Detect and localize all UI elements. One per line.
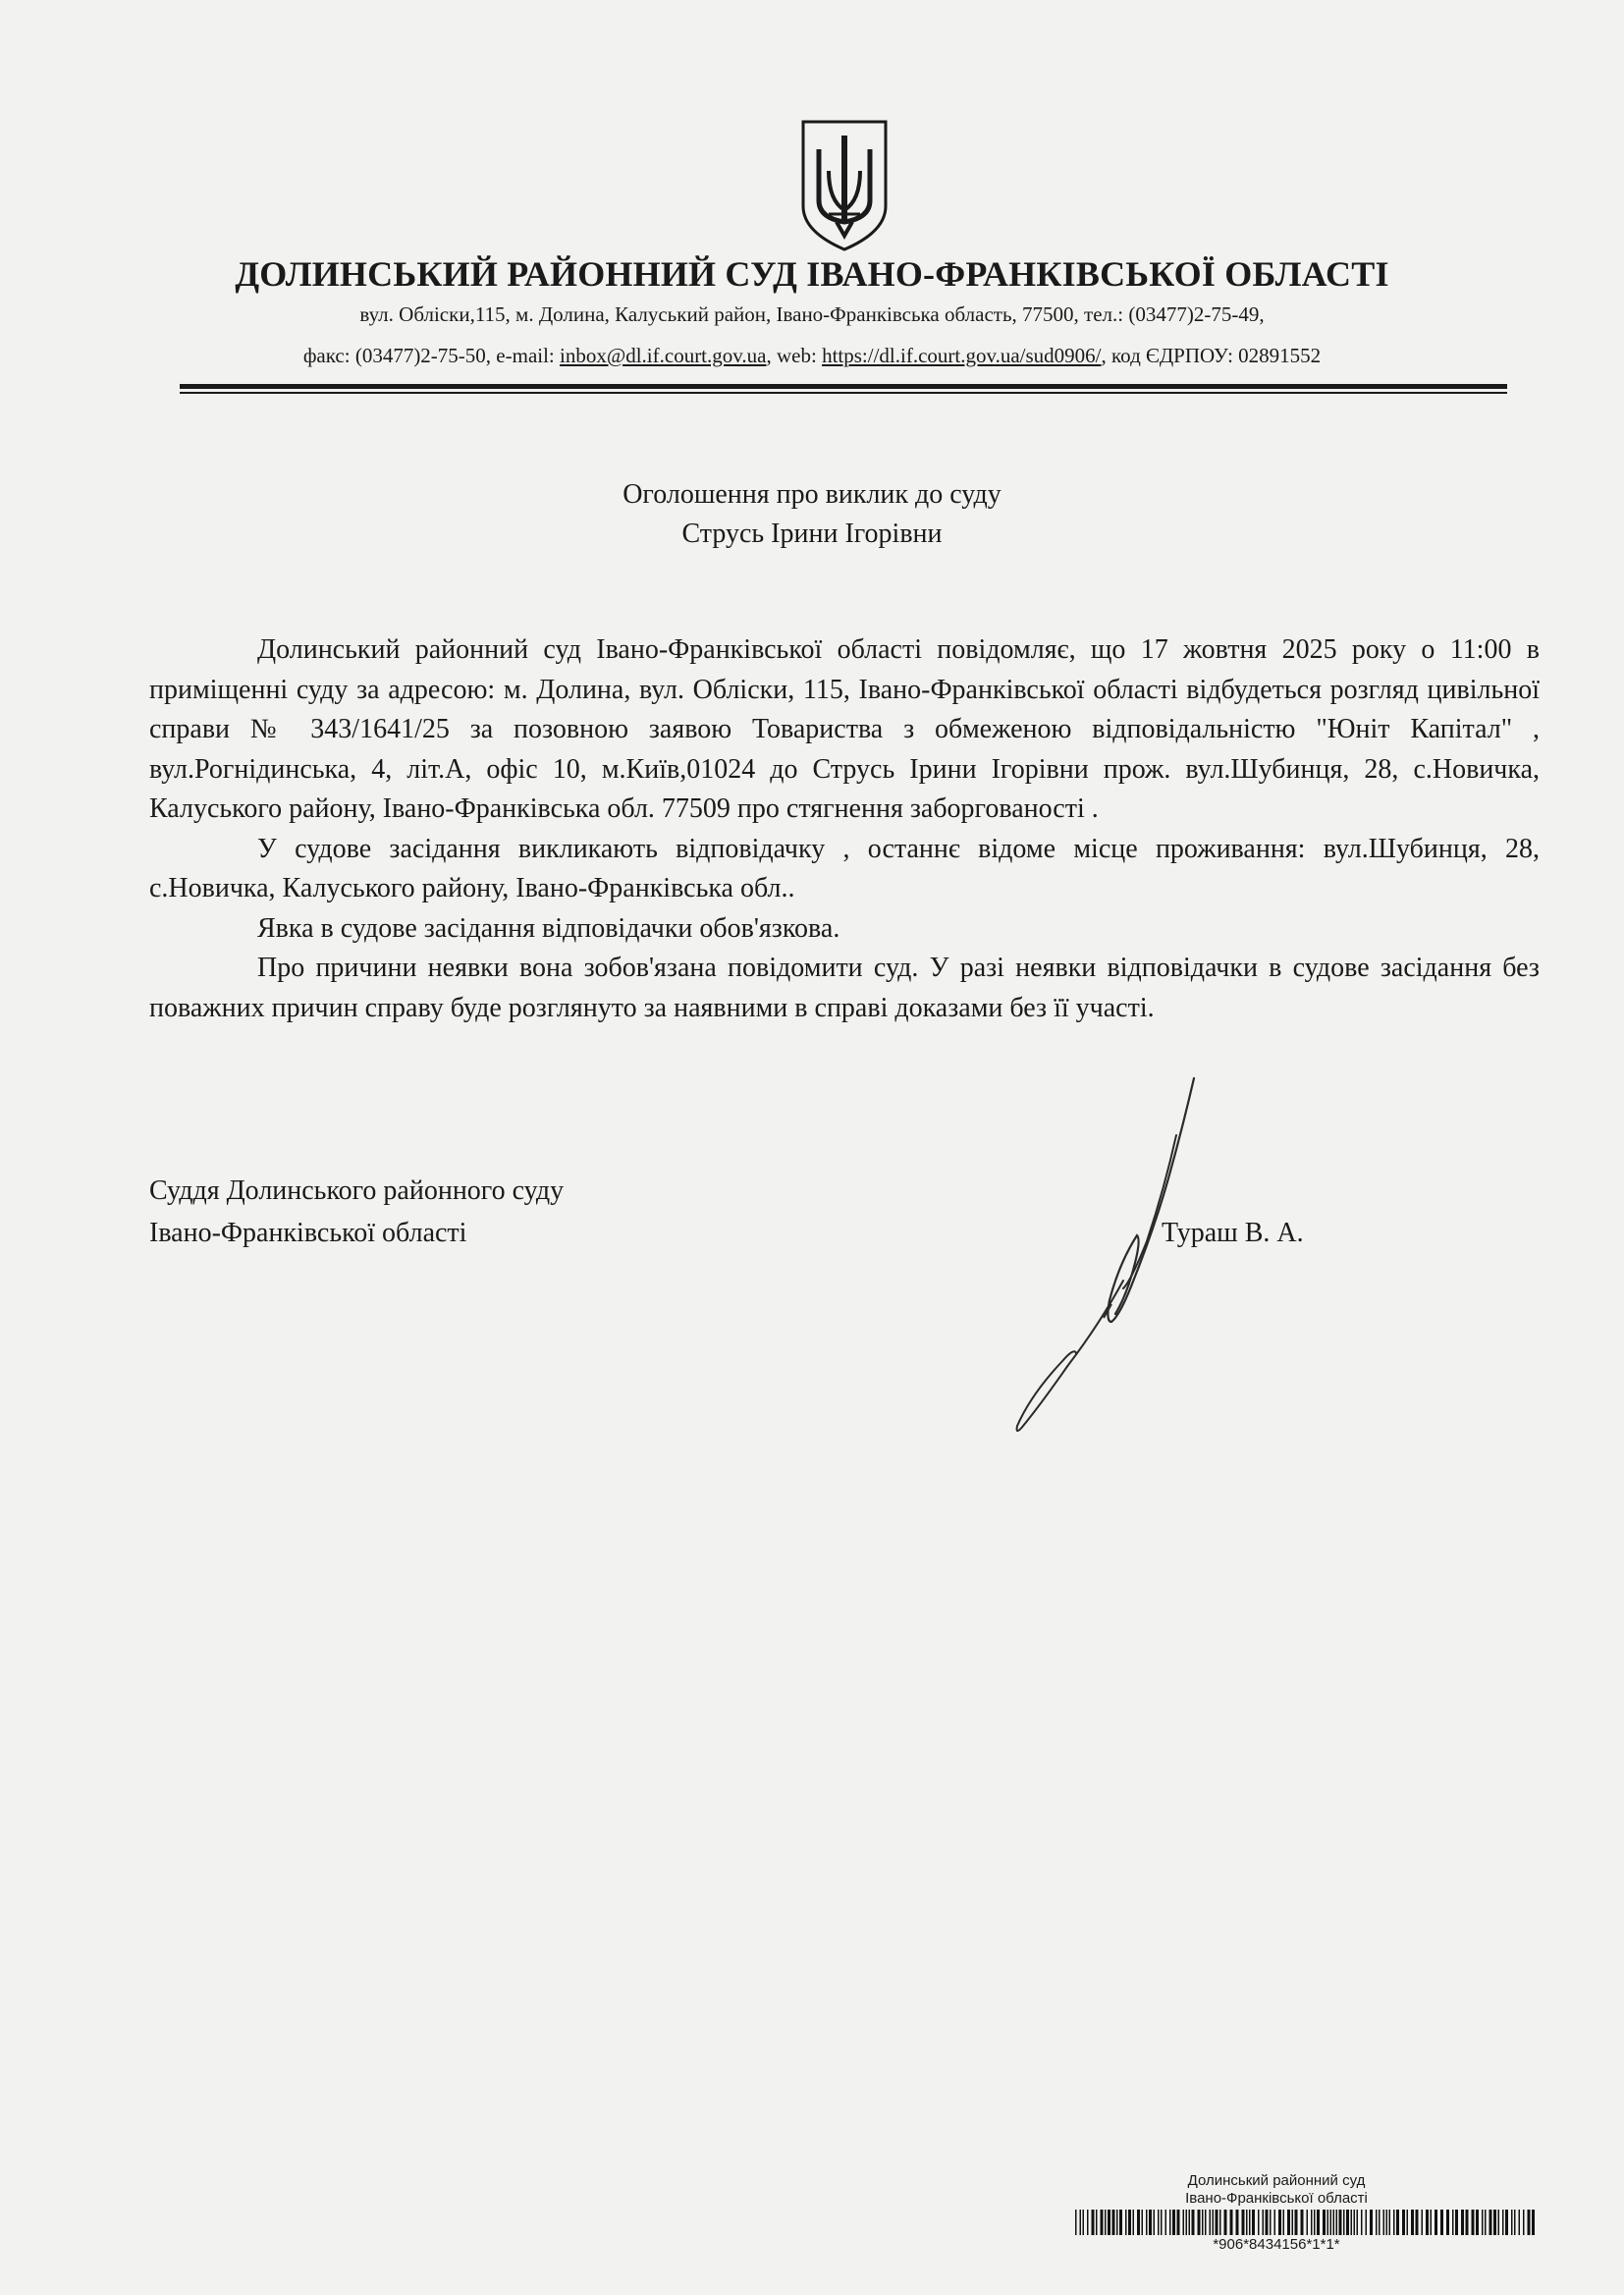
court-contacts (0, 344, 1624, 368)
body-paragraph-hearing: Долинський районний суд Івано-Франківської області повідомляє, що 17 жовтня 2025 року о 11:00 в приміщенні суду за адресою: м. Долина, вул. Обліски, 115, Івано-Франківської області відбудеться розгляд цивільної справи № 343/1641/25 за позовною заявою Товариства з обмеженою відповідальністю "Юніт Капітал" , вул.Рогнідинська, 4, літ.А, офіс 10, м.Київ,01024 до Струсь Ірини Ігорівни прож. вул.Шубинця, 28, с.Новичка, Калуського району, Івано-Франківська обл. 77509 про стягнення заборгованості . (149, 634, 1540, 824)
court-name: ДОЛИНСЬКИЙ РАЙОННИЙ СУД ІВАНО-ФРАНКІВСЬКОЇ ОБЛАСТІ (235, 254, 1389, 294)
body-paragraph-absence: Про причини неявки вона зобов'язана повідомити суд. У разі неявки відповідачки в судове засідання без поважних причин справу буде розглянуто за наявними в справі доказами без її участі. (149, 953, 1540, 1023)
judge-title-line1: Суддя Долинського районного суду (149, 1175, 565, 1206)
body-paragraph-attendance: Явка в судове засідання відповідачки обов'язкова. (257, 912, 840, 944)
body-paragraph-summons: У судове засідання викликають відповідачку , останнє відоме місце проживання: вул.Шубинця, 28, с.Новичка, Калуського району, Івано-Франківська обл.. (149, 833, 1540, 903)
registry-stamp-line1: Долинський районний суд (1187, 2172, 1366, 2189)
fax-text: факс: (03477)2-75-50, e-mail: (302, 344, 561, 367)
court-address: вул. Обліски,115, м. Долина, Калуський район, Івано-Франківська область, 77500, тел.: (03477)2-75-49, (359, 302, 1265, 326)
website-link[interactable]: https://dl.if.court.gov.ua/sud0906/ (822, 344, 1102, 367)
email-link[interactable]: inbox@dl.if.court.gov.ua (560, 344, 767, 367)
header-divider-thin (180, 392, 1507, 394)
web-label: , web: (766, 344, 823, 367)
barcode (1075, 2210, 1537, 2239)
notice-addressee: Струсь Ірини Ігорівни (681, 519, 943, 549)
notice-title: Оголошення про виклик до суду (623, 479, 1001, 510)
handwritten-signature (1001, 1070, 1218, 1444)
edrpou-code: , код ЄДРПОУ: 02891552 (1101, 344, 1322, 367)
header-divider-thick (180, 384, 1507, 389)
notice-body (149, 630, 1540, 1028)
judge-title-line2: Івано-Франківської області (149, 1218, 467, 1248)
registry-stamp-line2: Івано-Франківської області (1185, 2190, 1368, 2207)
coat-of-arms-icon (795, 116, 893, 253)
judge-name: Тураш В. А. (1162, 1218, 1304, 1248)
barcode-text: *906*8434156*1*1* (1213, 2236, 1340, 2253)
